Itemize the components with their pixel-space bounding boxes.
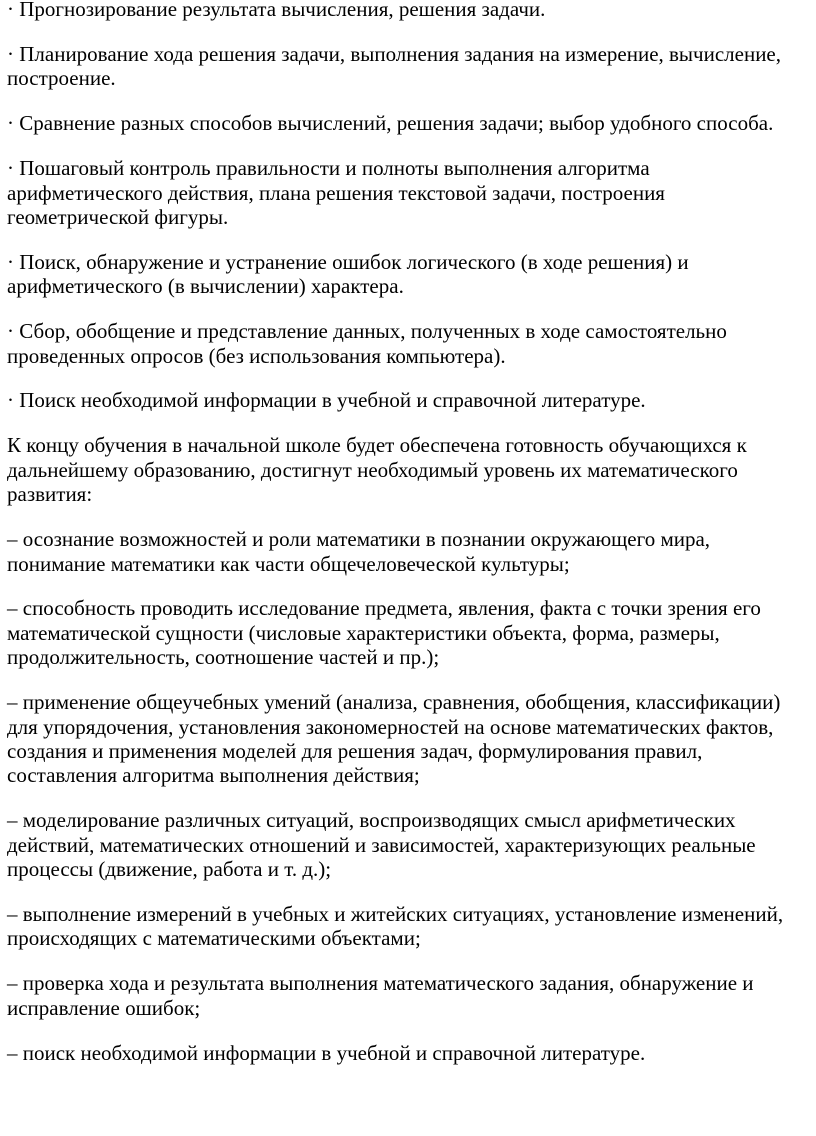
outcome-general-skills: – применение общеучебных умений (анализа, сравнения, обобщения, классификации) для упорядочения, установления закономерностей на основе математических фактов, создания и применения моделей для решения задач, формулирования правил, составления алгоритма выполнения действия; bbox=[7, 690, 781, 788]
outcome-research-ability: – способность проводить исследование предмета, явления, факта с точки зрения его математической сущности (числовые характеристики объекта, форма, размеры, продолжительность, соотношение частей и пр.); bbox=[7, 596, 761, 670]
bullet-planning: · Планирование хода решения задачи, выполнения задания на измерение, вычисление, построение. bbox=[7, 41, 782, 91]
bullet-forecasting: · Прогнозирование результата вычисления, решения задачи. bbox=[7, 0, 546, 21]
bullet-comparison: · Сравнение разных способов вычислений, решения задачи; выбор удобного способа. bbox=[7, 111, 774, 136]
bullet-step-control: · Пошаговый контроль правильности и полноты выполнения алгоритма арифметического действия, плана решения текстовой задачи, построения геометрической фигуры. bbox=[7, 156, 665, 229]
outcome-information-search: – поиск необходимой информации в учебной и справочной литературе. bbox=[7, 1040, 646, 1065]
outcome-measurements: – выполнение измерений в учебных и житейских ситуациях, установление изменений, происходящих с математическими объектами; bbox=[7, 901, 784, 951]
outcome-awareness: – осознание возможностей и роли математики в познании окружающего мира, понимание математики как части общечеловеческой культуры; bbox=[7, 527, 711, 576]
outcome-intro: К концу обучения в начальной школе будет обеспечена готовность обучающихся к дальнейшему образованию, достигнут необходимый уровень их математического развития: bbox=[7, 433, 747, 507]
outcome-verification: – проверка хода и результата выполнения математического задания, обнаружение и исправление ошибок; bbox=[7, 971, 754, 1020]
bullet-error-search: · Поиск, обнаружение и устранение ошибок логического (в ходе решения) и арифметического (в вычислении) характера. bbox=[7, 249, 689, 299]
bullet-data-collection: · Сбор, обобщение и представление данных, полученных в ходе самостоятельно проведенных опросов (без использования компьютера). bbox=[7, 319, 727, 368]
outcome-modeling: – моделирование различных ситуаций, воспроизводящих смысл арифметических действий, математических отношений и зависимостей, характеризующих реальные процессы (движение, работа и т. д.); bbox=[7, 808, 756, 882]
bullet-information-search: · Поиск необходимой информации в учебной и справочной литературе. bbox=[7, 388, 646, 413]
